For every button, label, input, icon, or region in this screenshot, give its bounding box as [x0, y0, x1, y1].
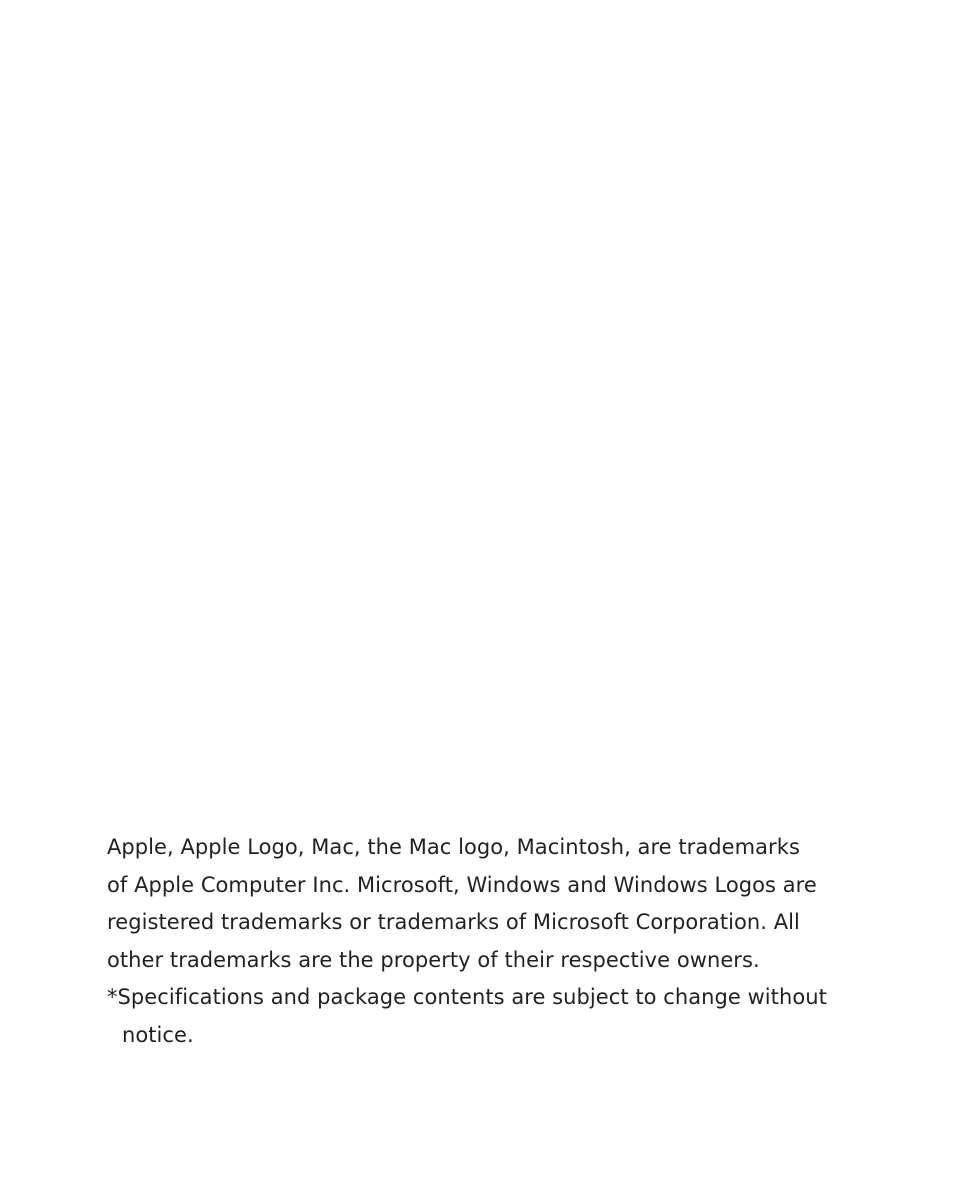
- trademark-line: other trademarks are the property of their respective owners.: [107, 947, 760, 972]
- trademark-line: of Apple Computer Inc. Microsoft, Windows and Windows Logos are: [107, 872, 817, 897]
- specifications-footnote: *Specifications and package contents are subject to change without: [107, 985, 827, 1010]
- trademark-notice-block: [107, 829, 887, 1055]
- trademark-line: Apple, Apple Logo, Mac, the Mac logo, Macintosh, are trademarks: [107, 835, 800, 859]
- trademark-line: registered trademarks or trademarks of Microsoft Corporation. All: [107, 910, 800, 935]
- specifications-footnote-continuation: notice.: [122, 1022, 194, 1047]
